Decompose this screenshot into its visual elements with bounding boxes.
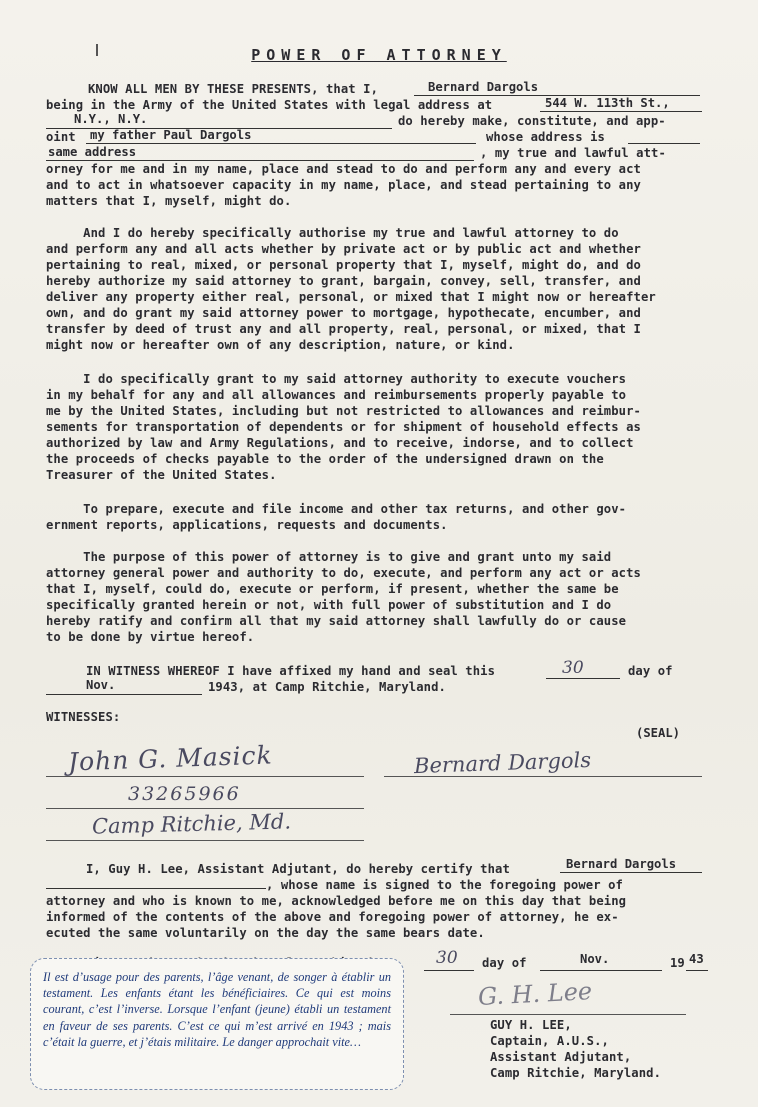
para-5-line: attorney general power and authority to do, execute, and perform any act or acts — [46, 566, 641, 580]
witness-line-2: 1943, at Camp Ritchie, Maryland. — [208, 680, 446, 694]
blank-line — [628, 143, 700, 144]
officer-rank: Captain, A.U.S., — [490, 1034, 609, 1048]
intro-line-5: , my true and lawful att- — [480, 146, 666, 160]
para-5-line: that I, myself, could do, execute or perform, if present, whether the same be — [46, 582, 619, 596]
blank-line — [546, 678, 620, 679]
blank-line — [86, 143, 476, 144]
certify-line-5: ecuted the same voluntarily on the day the same bears date. — [46, 926, 485, 940]
signature-line — [450, 1014, 686, 1015]
para-3-line: me by the United States, including but not restricted to allowances and reimbur- — [46, 404, 641, 418]
fill-attorney-address: same address — [48, 145, 137, 159]
para-5-line: hereby ratify and confirm all that my said attorney shall lawfully do or cause — [46, 614, 627, 628]
para-4-line: To prepare, execute and file income and other tax returns, and other gov- — [46, 502, 627, 516]
document-title: POWER OF ATTORNEY — [251, 46, 507, 64]
given-month: Nov. — [580, 952, 610, 966]
witness-place: Camp Ritchie, Md. — [91, 809, 292, 839]
para-2-line: own, and do grant my said attorney power to mortgage, hypothecate, encumber, and — [46, 306, 641, 320]
annotation-text: Il est d’usage pour des parents, l’âge venant, de songer à établir un testament. Les enfants étant les bénéficiaires. Ce qui est moins courant, c’est l’inverse. Lorsque l’enfant (jeune) établi un testament en faveur de ses parents. C’est ce qui m’est arrivé en 1943 ; mais c’était la guerre, et j’étais militaire. Le danger approchait vite… — [43, 970, 391, 1049]
witness-line-1: IN WITNESS WHEREOF I have affixed my hand and seal this — [86, 664, 496, 678]
blank-line — [560, 872, 702, 873]
intro-line-4a: oint — [46, 130, 76, 144]
blank-line — [686, 970, 708, 971]
para-2-line: And I do hereby specifically authorise my true and lawful attorney to do — [46, 226, 619, 240]
para-2-line: transfer by deed of trust any and all property, real, personal, or mixed, that I — [46, 322, 641, 336]
witness-day: 30 — [562, 658, 584, 678]
fill-legal-address: 544 W. 113th St., — [545, 96, 670, 110]
para-2-line: might now or hereafter own of any description, nature, or kind. — [46, 338, 515, 352]
blank-line — [540, 970, 662, 971]
certify-line-3: attorney and who is known to me, acknowledged before me on this day that being — [46, 894, 627, 908]
para-3-line: Treasurer of the United States. — [46, 468, 277, 482]
signature-line — [46, 776, 364, 777]
blank-line — [46, 160, 474, 161]
blank-line — [46, 888, 266, 889]
intro-line-7: and to act in whatsoever capacity in my name, place, and stead pertaining to any — [46, 178, 641, 192]
para-3-line: authorized by law and Army Regulations, and to receive, indorse, and to collect — [46, 436, 634, 450]
intro-line-4b: whose address is — [486, 130, 605, 144]
officer-title: Assistant Adjutant, — [490, 1050, 632, 1064]
fill-attorney-name: my father Paul Dargols — [90, 128, 252, 142]
para-5-line: specifically granted herein or not, with full power of substitution and I do — [46, 598, 612, 612]
witness-signature: John G. Masick — [67, 740, 274, 777]
para-2-line: hereby authorize my said attorney to grant, bargain, convey, sell, transfer, and — [46, 274, 641, 288]
certify-line-4: informed of the contents of the above and foregoing power of attorney, he ex- — [46, 910, 619, 924]
intro-line-3: do hereby make, constitute, and app- — [398, 114, 666, 128]
annotation-note — [30, 958, 404, 1090]
witness-number: 33265966 — [128, 783, 241, 805]
para-4-line: ernment reports, applications, requests and documents. — [46, 518, 448, 532]
para-3-line: the proceeds of checks payable to the order of the undersigned drawn on the — [46, 452, 604, 466]
signature-line — [384, 776, 702, 777]
para-2-line: pertaining to real, mixed, or personal property that I, myself, might do, and do — [46, 258, 641, 272]
fill-city: N.Y., N.Y. — [74, 112, 148, 126]
para-2-line: and perform any and all acts whether by private act or by public act and whether — [46, 242, 641, 256]
intro-line-1: KNOW ALL MEN BY THESE PRESENTS, that I, — [88, 82, 379, 96]
witnesses-label: WITNESSES: — [46, 710, 121, 724]
officer-name: GUY H. LEE, — [490, 1018, 572, 1032]
signature-line — [46, 808, 364, 809]
given-line-2: day of — [482, 956, 527, 970]
officer-place: Camp Ritchie, Maryland. — [490, 1066, 662, 1080]
witness-line-1-end: day of — [628, 664, 673, 678]
seal-label: (SEAL) — [636, 726, 681, 740]
para-2-line: deliver any property either real, personal, or mixed that I might now or hereafter — [46, 290, 656, 304]
signature-line — [46, 840, 364, 841]
para-3-line: in my behalf for any and all allowances and reimbursements properly payable to — [46, 388, 627, 402]
para-3-line: I do specifically grant to my said attorney authority to execute vouchers — [46, 372, 627, 386]
certify-line-1: I, Guy H. Lee, Assistant Adjutant, do hereby certify that — [86, 862, 510, 876]
para-3-line: sements for transportation of dependents or for shipment of household effects as — [46, 420, 641, 434]
given-year: 43 — [689, 952, 704, 966]
given-day: 30 — [436, 948, 458, 968]
intro-line-2: being in the Army of the United States with legal address at — [46, 98, 493, 112]
certify-line-2: , whose name is signed to the foregoing power of — [266, 878, 623, 892]
blank-line — [540, 111, 702, 112]
certify-name: Bernard Dargols — [566, 857, 677, 871]
intro-line-6: orney for me and in my name, place and stead to do and perform any and every act — [46, 162, 641, 176]
given-line-3: 19 — [670, 956, 685, 970]
intro-line-8: matters that I, myself, might do. — [46, 194, 292, 208]
officer-signature: G. H. Lee — [477, 977, 593, 1011]
para-5-line: The purpose of this power of attorney is to give and grant unto my said — [46, 550, 612, 564]
blank-line — [424, 970, 474, 971]
fill-principal-name: Bernard Dargols — [428, 80, 539, 94]
para-5-line: to be done by virtue hereof. — [46, 630, 255, 644]
witness-month: Nov. — [86, 678, 116, 692]
principal-signature: Bernard Dargols — [413, 747, 592, 779]
blank-line — [46, 694, 202, 695]
